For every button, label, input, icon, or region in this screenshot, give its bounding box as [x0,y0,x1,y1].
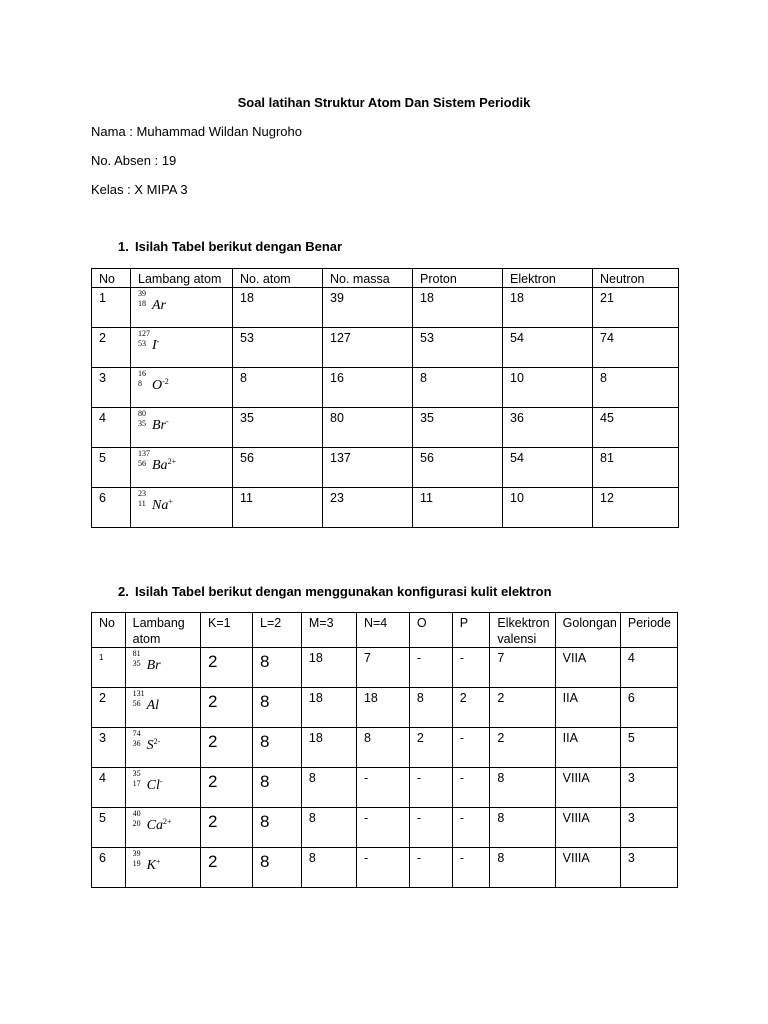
header-cell: Lambang atom [131,269,233,288]
p-cell: - [452,728,490,768]
atom-cell: 11 [233,488,323,528]
massa-cell: 39 [323,288,413,328]
no-cell: 1 [92,648,126,688]
lambang-atom-cell [125,808,200,848]
shell-l-cell: 8 [253,808,302,848]
massa-cell: 23 [323,488,413,528]
header-cell: Elkektron valensi [490,613,555,648]
table-2-row [92,648,678,688]
question-2-number: 2. [118,584,129,599]
header-cell: N=4 [356,613,409,648]
element-symbol [147,730,161,754]
gol-cell: VIIIA [555,808,620,848]
no-cell: 3 [92,368,131,408]
element-letters: Ba [152,458,168,473]
gol-cell: VIIIA [555,848,620,888]
n-cell: 7 [356,648,409,688]
mass-number: 23 [138,489,146,498]
isotope-numbers [138,410,152,432]
header-cell: L=2 [253,613,302,648]
no-cell: 5 [92,808,126,848]
elektron-cell: 54 [503,448,593,488]
gol-cell: VIIIA [555,768,620,808]
neutron-cell: 8 [593,368,679,408]
element-letters: O [152,378,163,393]
lambang-atom-cell [131,328,233,368]
isotope-numbers [138,490,152,512]
p-cell: - [452,768,490,808]
n-cell: - [356,848,409,888]
neutron-cell: 74 [593,328,679,368]
student-absen: No. Absen : 19 [91,153,177,168]
header-cell: No [92,269,131,288]
isotope-numbers [133,810,147,832]
m-cell: 18 [301,728,356,768]
ion-charge: - [166,417,169,426]
table-2-row [92,728,678,768]
lambang-atom-cell [131,288,233,328]
lambang-atom-cell [131,488,233,528]
per-cell: 4 [620,648,677,688]
ion-charge: 2+ [167,457,177,466]
atomic-number: 53 [138,339,146,348]
header-cell: Neutron [593,269,679,288]
m-cell: 18 [301,648,356,688]
header-cell: No [92,613,126,648]
question-1-number: 1. [118,239,129,254]
val-cell: 8 [490,808,555,848]
neutron-cell: 81 [593,448,679,488]
mass-number: 127 [138,329,150,338]
ion-charge: 2+ [162,817,172,826]
shell-k-cell: 2 [201,688,253,728]
m-cell: 8 [301,808,356,848]
val-cell: 7 [490,648,555,688]
massa-cell: 137 [323,448,413,488]
no-cell: 6 [92,488,131,528]
mass-number: 137 [138,449,150,458]
ion-charge: 2- [153,737,161,746]
lambang-atom-cell [131,368,233,408]
no-cell: 3 [92,728,126,768]
atomic-number: 36 [132,739,141,748]
header-cell: Elektron [503,269,593,288]
o-cell: 2 [409,728,452,768]
lambang-atom-cell [131,408,233,448]
table-2-header-row [92,613,678,648]
mass-number: 16 [138,369,146,378]
isotope-numbers [138,450,152,472]
no-cell: 5 [92,448,131,488]
shell-l-cell: 8 [253,648,302,688]
question-1-text: Isilah Tabel berikut dengan Benar [135,239,343,254]
header-cell: Periode [620,613,677,648]
no-cell: 1 [92,288,131,328]
isotope-numbers [138,290,152,312]
element-letters: Al [146,698,160,713]
mass-number: 39 [138,289,146,298]
per-cell: 3 [620,808,677,848]
element-symbol [152,490,173,514]
element-symbol [152,330,159,354]
isotope-numbers [133,650,147,672]
val-cell: 2 [490,688,555,728]
table-2 [91,612,678,888]
atom-cell: 35 [233,408,323,448]
element-letters: Ar [152,298,166,313]
mass-number: 131 [132,689,145,698]
header-cell: Proton [413,269,503,288]
gol-cell: IIA [555,688,620,728]
atom-cell: 18 [233,288,323,328]
table-2-row [92,768,678,808]
lambang-atom-cell [125,728,200,768]
lambang-atom-cell [125,648,200,688]
mass-number: 74 [132,729,141,738]
table-1-row [92,288,679,328]
proton-cell: 53 [413,328,503,368]
element-symbol [147,850,161,874]
document-title: Soal latihan Struktur Atom Dan Sistem Periodik [237,95,531,110]
n-cell: 8 [356,728,409,768]
p-cell: 2 [452,688,490,728]
element-symbol [152,370,169,394]
ion-charge: - [156,337,160,346]
val-cell: 8 [490,768,555,808]
student-name: Nama : Muhammad Wildan Nugroho [91,124,302,139]
shell-k-cell: 2 [201,728,253,768]
element-letters: S [146,738,154,753]
table-1-row [92,408,679,448]
shell-l-cell: 8 [253,768,302,808]
ion-charge: + [155,857,161,866]
lambang-atom-cell [125,768,200,808]
table-1-row [92,368,679,408]
val-cell: 8 [490,848,555,888]
shell-k-cell: 2 [201,848,253,888]
element-letters: Br [152,418,166,433]
lambang-atom-cell [125,848,200,888]
table-2-row [92,848,678,888]
element-letters: Ca [146,818,163,833]
table-2-row [92,808,678,848]
element-symbol [147,690,159,714]
no-cell: 4 [92,408,131,448]
element-symbol [147,810,172,834]
atomic-number: 56 [132,699,141,708]
massa-cell: 127 [323,328,413,368]
n-cell: - [356,808,409,848]
isotope-numbers [138,330,152,352]
m-cell: 8 [301,848,356,888]
neutron-cell: 45 [593,408,679,448]
val-cell: 2 [490,728,555,768]
element-symbol [152,450,176,474]
header-cell: K=1 [201,613,253,648]
element-symbol [147,770,163,794]
isotope-numbers [138,370,152,392]
atomic-number: 19 [132,859,141,868]
elektron-cell: 10 [503,488,593,528]
o-cell: - [409,808,452,848]
elektron-cell: 54 [503,328,593,368]
o-cell: - [409,648,452,688]
gol-cell: IIA [555,728,620,768]
no-cell: 6 [92,848,126,888]
n-cell: - [356,768,409,808]
question-2-text: Isilah Tabel berikut dengan menggunakan konfigurasi kulit elektron [135,584,552,599]
elektron-cell: 18 [503,288,593,328]
per-cell: 5 [620,728,677,768]
element-letters: Cl [146,778,160,793]
atomic-number: 20 [132,819,141,828]
header-cell: Golongan [555,613,620,648]
atomic-number: 35 [132,659,141,668]
atomic-number: 56 [138,459,146,468]
n-cell: 18 [356,688,409,728]
neutron-cell: 21 [593,288,679,328]
shell-l-cell: 8 [253,848,302,888]
m-cell: 8 [301,768,356,808]
element-letters: Na [152,498,169,513]
gol-cell: VIIA [555,648,620,688]
header-cell: No. atom [233,269,323,288]
o-cell: 8 [409,688,452,728]
table-2-row [92,688,678,728]
no-cell: 2 [92,688,126,728]
p-cell: - [452,648,490,688]
shell-l-cell: 8 [253,688,302,728]
mass-number: 35 [132,769,141,778]
student-class: Kelas : X MIPA 3 [91,182,188,197]
header-cell: Lambang atom [125,613,200,648]
element-letters: Br [146,658,161,673]
header-cell: M=3 [301,613,356,648]
atomic-number: 8 [138,379,142,388]
atomic-number: 35 [138,419,146,428]
neutron-cell: 12 [593,488,679,528]
mass-number: 40 [132,809,141,818]
per-cell: 3 [620,848,677,888]
atom-cell: 8 [233,368,323,408]
proton-cell: 18 [413,288,503,328]
proton-cell: 56 [413,448,503,488]
mass-number: 39 [132,849,141,858]
element-symbol [152,290,166,314]
isotope-numbers [133,690,147,712]
o-cell: - [409,848,452,888]
massa-cell: 16 [323,368,413,408]
elektron-cell: 10 [503,368,593,408]
element-symbol [152,410,169,434]
shell-k-cell: 2 [201,648,253,688]
isotope-numbers [133,770,147,792]
shell-l-cell: 8 [253,728,302,768]
element-symbol [147,650,161,674]
massa-cell: 80 [323,408,413,448]
table-1-row [92,488,679,528]
isotope-numbers [133,850,147,872]
table-1 [91,268,679,528]
p-cell: - [452,808,490,848]
element-letters: I [152,338,157,353]
header-cell: No. massa [323,269,413,288]
atomic-number: 11 [138,499,146,508]
atomic-number: 17 [132,779,141,788]
proton-cell: 8 [413,368,503,408]
lambang-atom-cell [125,688,200,728]
mass-number: 81 [132,649,141,658]
proton-cell: 11 [413,488,503,528]
ion-charge: + [168,497,173,506]
element-letters: K [146,858,156,873]
no-cell: 2 [92,328,131,368]
table-1-header-row [92,269,679,288]
p-cell: - [452,848,490,888]
table-1-row [92,448,679,488]
atomic-number: 18 [138,299,146,308]
shell-k-cell: 2 [201,808,253,848]
o-cell: - [409,768,452,808]
table-1-row [92,328,679,368]
m-cell: 18 [301,688,356,728]
atom-cell: 53 [233,328,323,368]
mass-number: 80 [138,409,146,418]
per-cell: 6 [620,688,677,728]
lambang-atom-cell [131,448,233,488]
isotope-numbers [133,730,147,752]
ion-charge: -2 [162,377,169,386]
ion-charge: - [159,777,163,786]
header-cell: P [452,613,490,648]
header-cell: O [409,613,452,648]
elektron-cell: 36 [503,408,593,448]
no-cell: 4 [92,768,126,808]
per-cell: 3 [620,768,677,808]
shell-k-cell: 2 [201,768,253,808]
proton-cell: 35 [413,408,503,448]
atom-cell: 56 [233,448,323,488]
